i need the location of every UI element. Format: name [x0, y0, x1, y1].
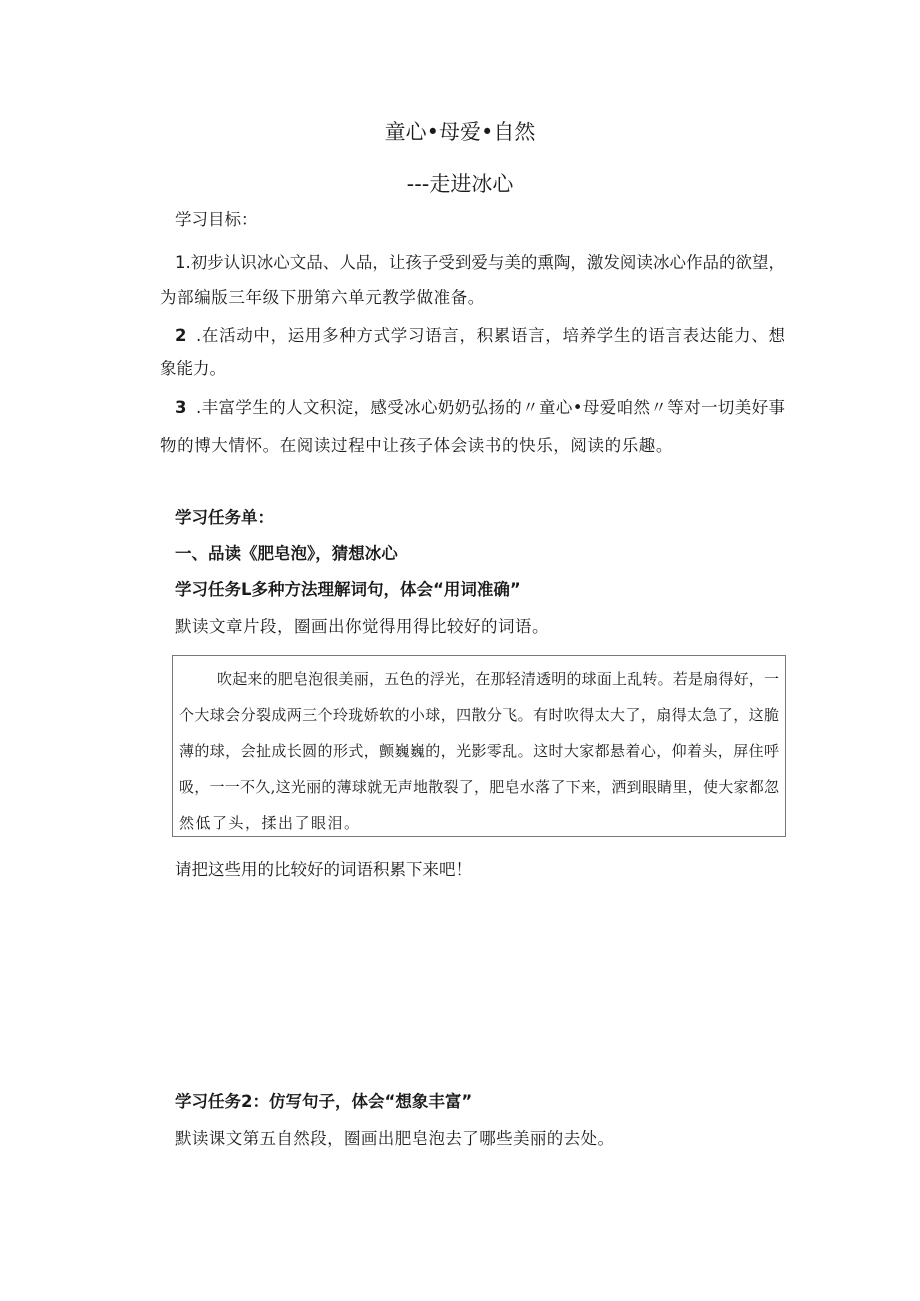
objective-1-line-2: 为部编版三年级下册第六单元教学做准备。 [160, 288, 485, 307]
section-1-heading: 一、品读《肥皂泡》，猜想冰心 [175, 544, 398, 563]
page-subtitle: ---走进冰心 [406, 172, 514, 196]
passage-line-3: 薄的球，会扯成长圆的形式，颤巍巍的，光影零乱。这时大家都悬着心，仰着头，屏住呼 [179, 742, 779, 760]
objective-3-number: 3 [175, 398, 187, 417]
passage-box [172, 655, 786, 837]
objective-3-line-1: .丰富学生的人文积淀，感受冰心奶奶弘扬的〃童心•母爱咱然〃等对一切美好事 [196, 398, 785, 417]
page-title: 童心•母爱•自然 [384, 120, 536, 144]
task-2-title: 学习任务2：仿写句子，体会“想象丰富” [175, 1092, 473, 1111]
passage-line-2: 个大球会分裂成两三个玲珑娇软的小球，四散分飞。有时吹得太大了，扇得太急了，这脆 [179, 706, 779, 724]
objectives-heading: 学习目标： [175, 210, 258, 229]
passage-line-1: 吹起来的肥皂泡很美丽，五色的浮光，在那轻清透明的球面上乱转。若是扇得好，一 [217, 670, 779, 688]
objective-2-line-2: 象能力。 [160, 359, 226, 378]
task-1-followup: 请把这些用的比较好的词语积累下来吧！ [175, 860, 472, 879]
objective-1-line-1: 1.初步认识冰心文品、人品，让孩子受到爱与美的熏陶，激发阅读冰心作品的欲望， [175, 253, 785, 272]
task-1-instruction: 默读文章片段，圈画出你觉得用得比较好的词语。 [175, 617, 549, 636]
passage-line-4: 吸，一一不久,这光丽的薄球就无声地散裂了，肥皂水落了下来，洒到眼睛里，使大家都忽 [179, 778, 779, 796]
tasks-heading: 学习任务单： [175, 508, 274, 527]
objective-2-number: 2 [175, 326, 187, 345]
passage-line-5: 然低了头，揉出了眼泪。 [179, 814, 361, 832]
task-2-instruction: 默读课文第五自然段，圈画出肥皂泡去了哪些美丽的去处。 [175, 1129, 615, 1148]
objective-3-line-2: 物的博大情怀。在阅读过程中让孩子体会读书的快乐，阅读的乐趣。 [160, 436, 673, 455]
objective-2-line-1: .在活动中，运用多种方式学习语言，积累语言，培养学生的语言表达能力、想 [196, 326, 785, 345]
task-1-title: 学习任务L多种方法理解词句，体会“用词准确” [175, 580, 521, 599]
